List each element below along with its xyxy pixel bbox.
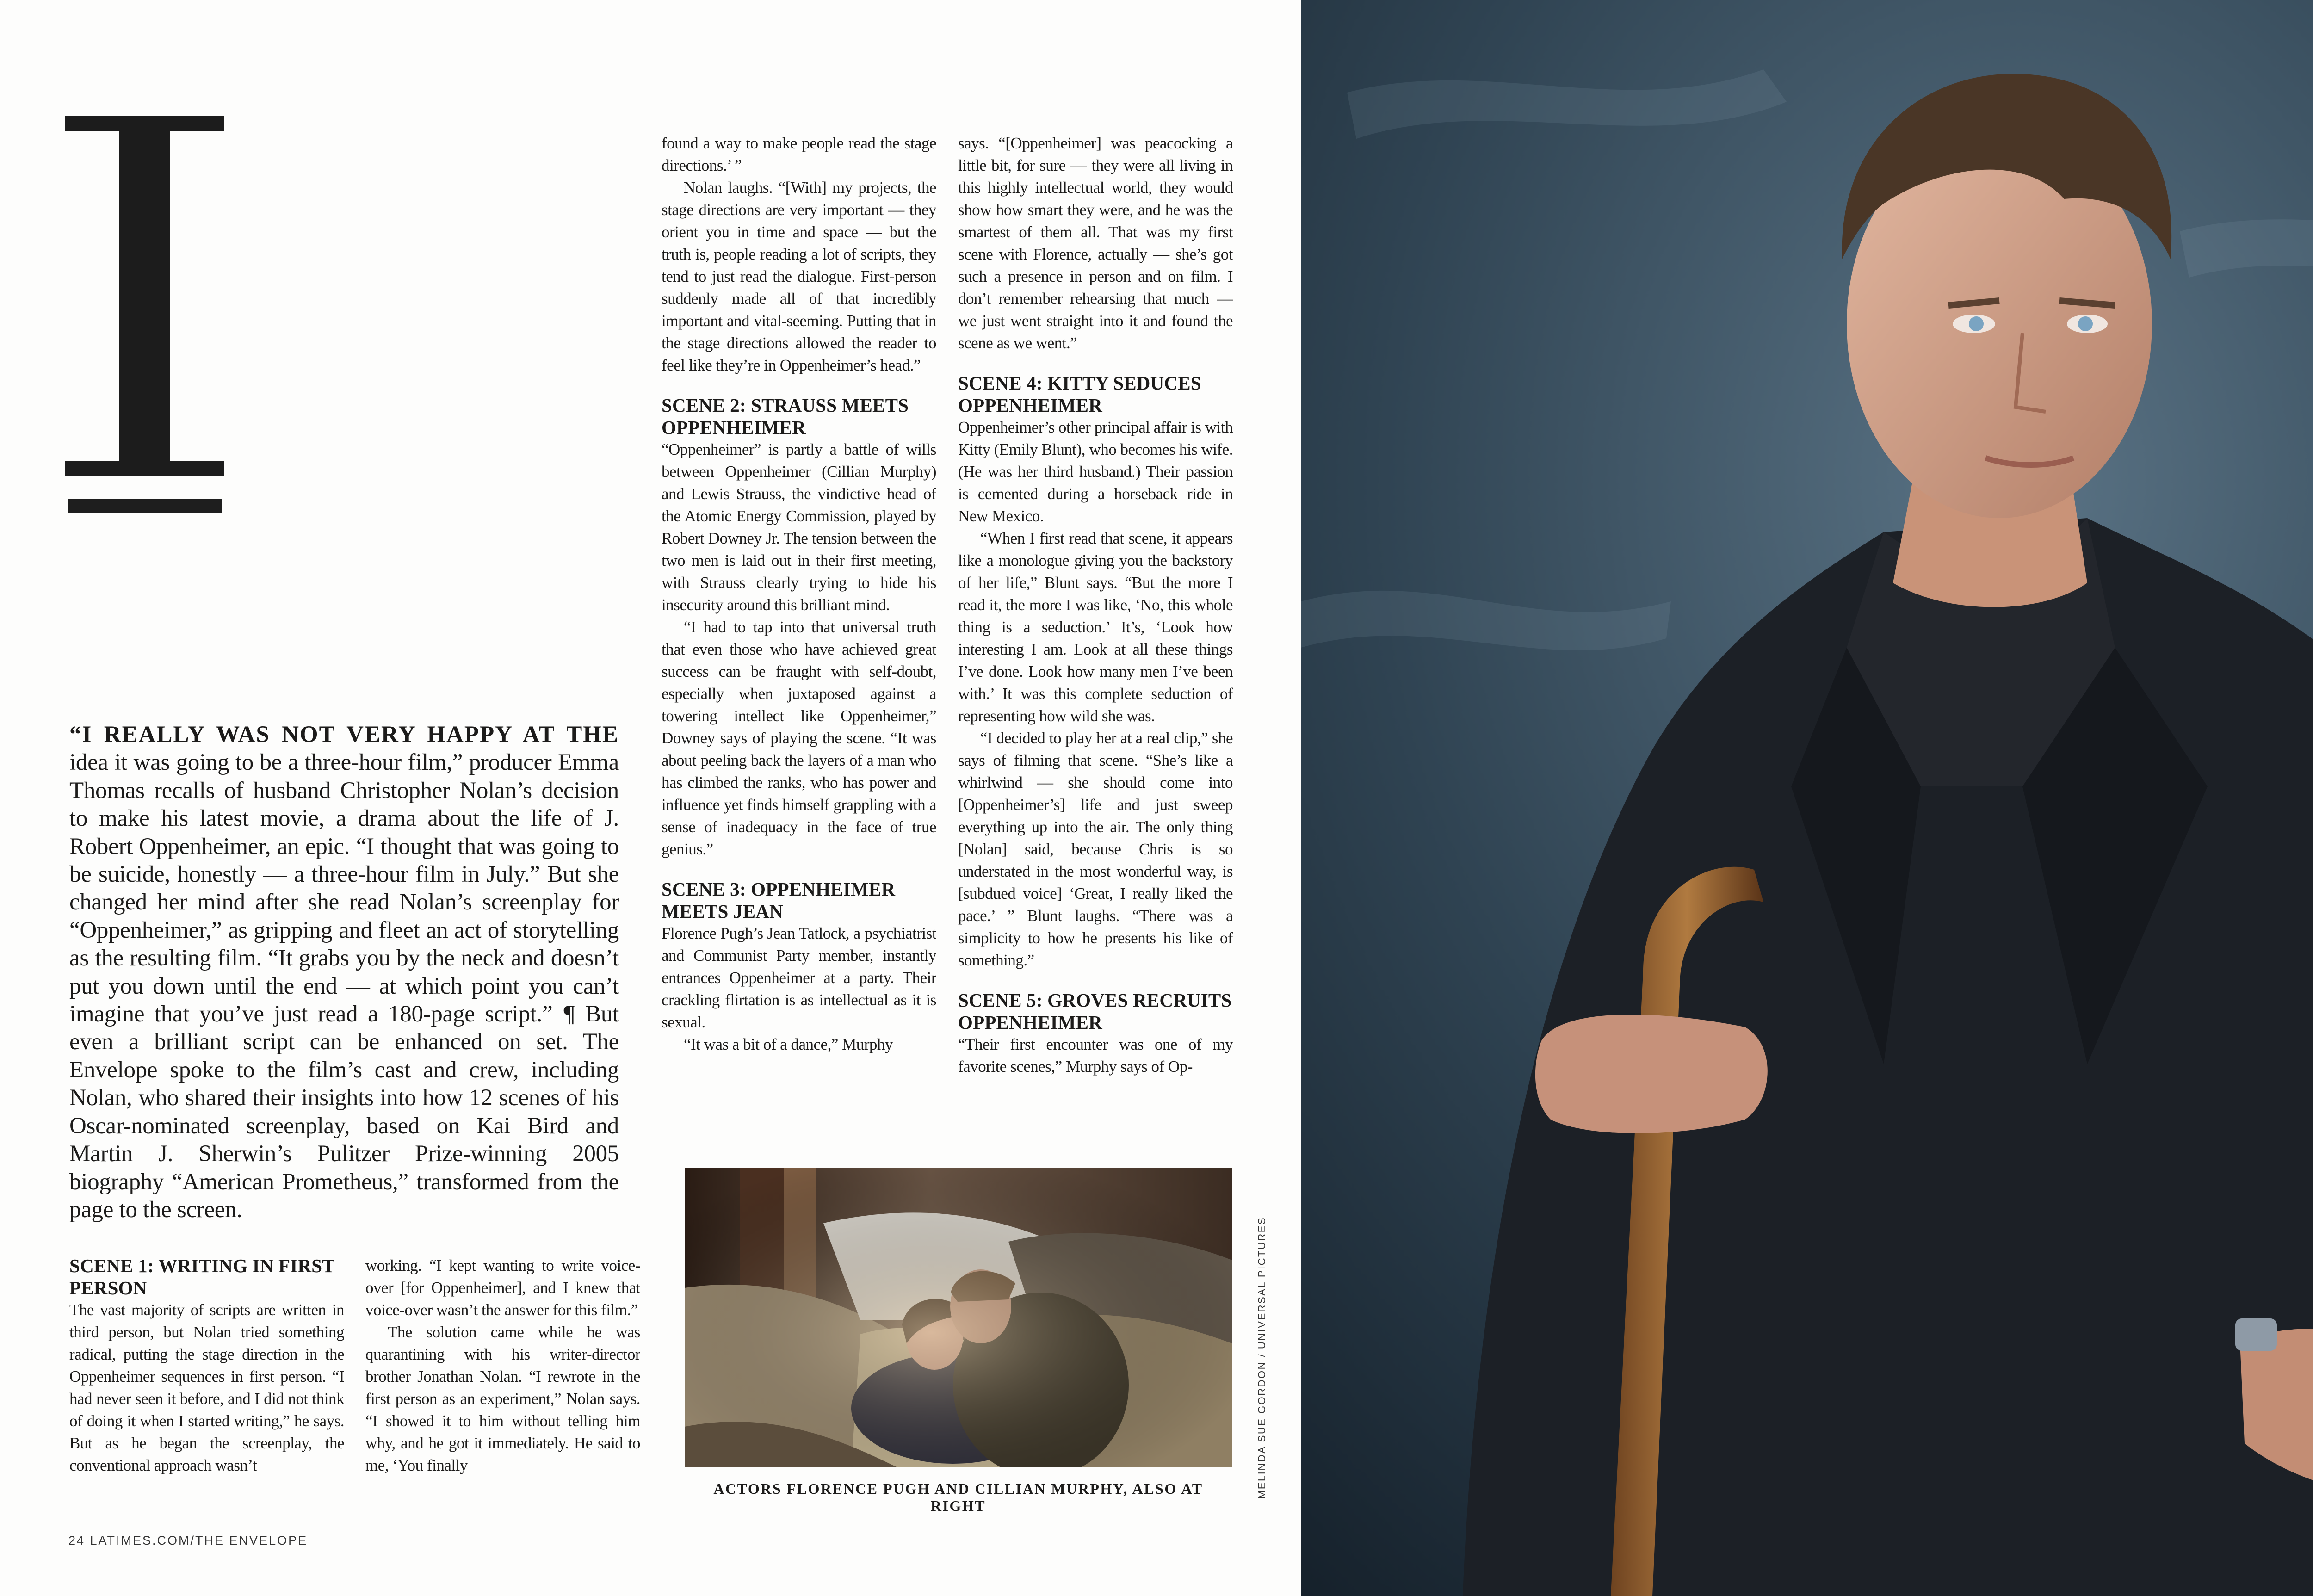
body-paragraph: Florence Pugh’s Jean Tatlock, a psychiatrist and Communist Party member, instantly entrances Oppenheimer at a party. Their crackling flirtation is as intellectual as it is sexual. [662,924,936,1031]
intro-text-1: idea it was going to be a three-hour film,” producer Emma Thomas recalls of husband Christopher Nolan’s decision to make his latest movie, a drama about the life of J. Robert Oppenheimer, an epic. “I thought that was going to be suicide, honestly — a three-hour film in July.” But she changed her mind after she read Nolan’s screenplay for “Oppenheimer,” as gripping and fleet an act of storytelling as the resulting film. “It grabs you by the neck and doesn’t put you down until the end — at which point you can’t imagine that you’ve just read a 180-page script.” [69,749,619,1027]
body-paragraph: “It was a bit of a dance,” Murphy [684,1035,893,1053]
page-folio: 24 LATIMES.COM/THE ENVELOPE [68,1534,308,1547]
drop-cap-letter [65,116,224,476]
body-column-2 [365,1255,640,1507]
film-still-photo [685,1168,1232,1467]
photo-caption: ACTORS FLORENCE PUGH AND CILLIAN MURPHY, ALSO AT RIGHT [713,1480,1203,1514]
body-paragraph: says. “[Oppenheimer] was peacocking a little bit, for sure — they were all living in this highly intellectual world, they would show how smart they were, and he was the smartest of them all. That was my first scene with Florence, actually — she’s got such a presence in person and on film. I don’t remember rehearsing that much — we just went straight into it and found the scene as we went.” [958,134,1233,352]
pilcrow-mark: ¶ [563,1001,575,1027]
body-paragraph: “I had to tap into that universal truth that even those who have achieved great success can be fraught with self-doubt, especially when juxtaposed against a towering intellect like Oppenheimer,” Downey says of playing the scene. “It was about peeling back the layers of a man who has climbed the ranks, who has power and influence yet finds himself grappling with a sense of inadequacy in the face of true genius.” [662,618,936,858]
drop-cap-rule [68,499,222,513]
scene-5-heading: SCENE 5: GROVES RECRUITS OPPENHEIMER [958,990,1232,1033]
scene-1-heading: SCENE 1: WRITING IN FIRST PERSON [69,1255,335,1299]
body-column-3 [662,132,936,1127]
scene-3-heading: SCENE 3: OPPENHEIMER MEETS JEAN [662,878,896,922]
body-paragraph: The vast majority of scripts are written in third person, but Nolan tried something radical, putting the stage direction in the Oppenheimer sequences in first person. “I had never seen it before, and I did not think of doing it when I started writing,” he says. But as he began the screenplay, the conventional approach wasn’t [69,1301,344,1474]
body-paragraph: “Their first encounter was one of my favorite scenes,” Murphy says of Op- [958,1035,1233,1076]
body-paragraph: found a way to make people read the stage directions.’ ” [662,134,936,174]
intro-text-2: But even a brilliant script can be enhanced on set. The Envelope spoke to the film’s cast and crew, including Nolan, who shared their insights into how 12 scenes of his Oscar-nominated screenplay, based on Kai Bird and Martin J. Sherwin’s Pulitzer Prize-winning 2005 biography “American Prometheus,” transformed from the page to the screen. [69,1001,619,1223]
body-paragraph: Oppenheimer’s other principal affair is with Kitty (Emily Blunt), who becomes his wife. (He was her third husband.) Their passion is cemented during a horseback ride in New Mexico. [958,418,1233,525]
body-paragraph: The solution came while he was quarantining with his writer-director brother Jonathan Nolan. “I rewrote in the first person as an experiment,” Nolan says. “I showed it to him without telling him why, and he got it immediately. He said to me, ‘You finally [365,1323,640,1474]
body-paragraph: working. “I kept wanting to write voice-over [for Oppenheimer], and I knew that voice-over wasn’t the answer for this film.” [365,1256,640,1319]
body-paragraph: “When I first read that scene, it appears like a monologue giving you the backstory of her life,” Blunt says. “But the more I read it, the more I was like, ‘No, this whole thing is a seduction.’ It’s, ‘Look how interesting I am. Look at all these things I’ve done. Look how many men I’ve been with.’ It was this complete seduction of representing how wild she was. [958,529,1233,725]
body-paragraph: Nolan laughs. “[With] my projects, the stage directions are very important — they orient you in time and space — but the truth is, people reading a lot of scripts, they tend to just read the dialogue. First-person suddenly made all of that incredibly important and vital-seeming. Putting that in the stage directions allowed the reader to feel like they’re in Oppenheimer’s head.” [662,179,936,374]
scene-4-heading: SCENE 4: KITTY SEDUCES OPPENHEIMER [958,372,1201,416]
scene-2-heading: SCENE 2: STRAUSS MEETS OPPENHEIMER [662,395,909,438]
body-column-1 [69,1255,344,1507]
body-paragraph: “I decided to play her at a real clip,” she says of filming that scene. “She’s like a whirlwind — she should come into [Oppenheimer’s] life and just sweep everything up into the air. The only thing [Nolan] said, because Chris is so understated in the most wonderful way, is [subdued voice] ‘Great, I really liked the pace.’ ” Blunt laughs. “There was a simplicity to how he presents his like of something.” [958,729,1233,969]
vertical-photo-credit: MELINDA SUE GORDON / UNIVERSAL PICTURES [1256,1216,1268,1499]
portrait-photo [1301,0,2313,1596]
body-paragraph: “Oppenheimer” is partly a battle of wills between Oppenheimer (Cillian Murphy) and Lewis Strauss, the vindictive head of the Atomic Energy Commission, played by Robert Downey Jr. The tension between the two men is laid out in their first meeting, with Strauss clearly trying to hide his insecurity around this brilliant mind. [662,440,936,614]
intro-paragraph [69,721,619,1224]
intro-lead-caps: “I REALLY WAS NOT VERY HAPPY AT THE [69,722,619,748]
body-column-4 [958,132,1233,1127]
